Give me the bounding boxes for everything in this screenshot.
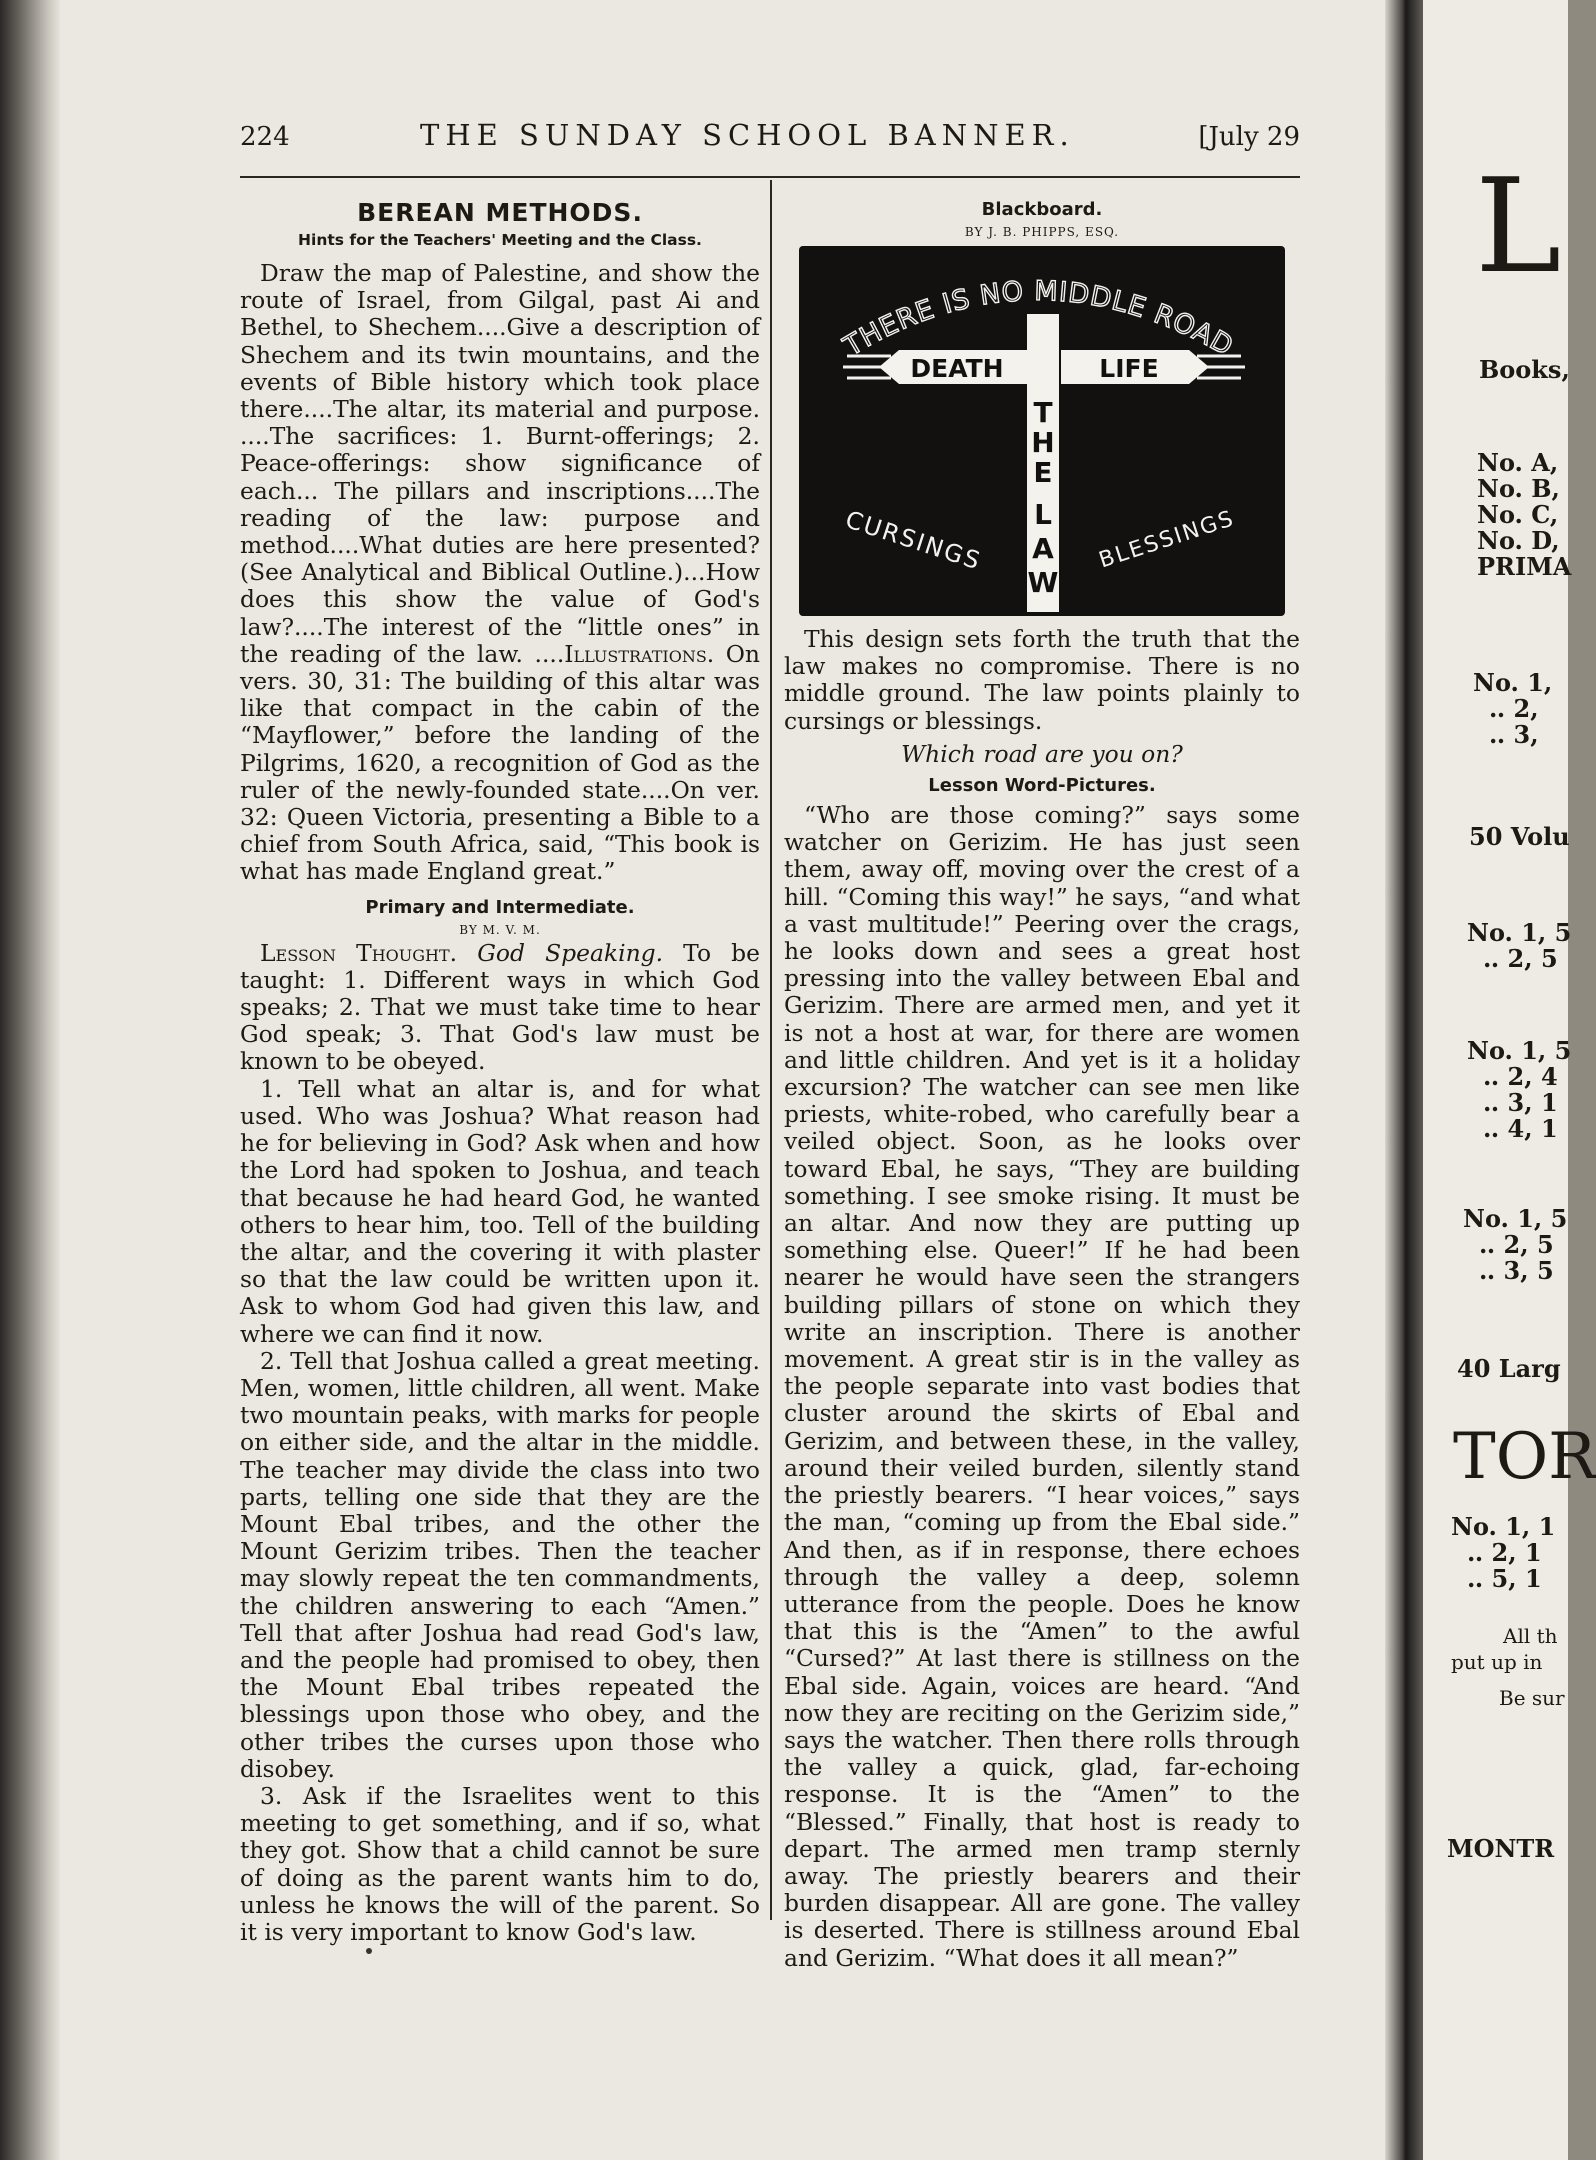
facing-text: ‥ 5, 1 [1467,1564,1542,1593]
post-letter-a: A [1032,532,1054,565]
left-column [240,198,760,1946]
running-header [240,118,1300,158]
facing-text: MONTR [1447,1834,1555,1863]
facing-text: ‥ 3, 1 [1483,1088,1558,1117]
illustrations-label: Illustrations. [564,639,715,668]
point-three: 3. Ask if the Israelites went to this meeting to get something, and if so, what they got. Show that a child cannot be sure of doing as the parent wants him to do, unless he knows the will of the parent. So it is very important to know God's law. [240,1781,760,1946]
facing-text: ‥ 3, 5 [1479,1256,1554,1285]
facing-big-letter: L [1475,150,1562,302]
facing-text: No. 1, 1 [1451,1512,1556,1541]
post-letter-h: H [1031,426,1055,459]
facing-text: No. 1, 5 [1467,1036,1572,1065]
facing-text: No. C, [1477,500,1559,529]
facing-text: 40 Larg [1457,1354,1561,1383]
issue-date: [July 29 [1198,122,1300,152]
point-one: 1. Tell what an altar is, and for what used. Who was Joshua? What reason had he for believing in God? Ask when and how the Lord had spoken to Joshua, and teach that because he had heard God, he wanted others to hear him, too. Tell of the building the altar, and the covering it with plaster so that the law could be written upon it. Ask to whom God had given this law, and where we can find it now. [240,1074,760,1348]
facing-text: PRIMA [1477,552,1572,581]
post-letter-e: E [1033,456,1053,489]
facing-text: All th [1503,1624,1558,1648]
facing-text: No. B, [1477,474,1560,503]
post-letter-t: T [1033,396,1053,429]
point-two: 2. Tell that Joshua called a great meeting. Men, women, little children, all went. Make two mountain peaks, with marks for people on either side, and the altar in the middle. The teacher may divide the class into two parts, telling one side that they are the Mount Ebal tribes, and the other the Mount Gerizim tribes. Then the teacher may slowly repeat the ten commandments, the children answering to each “Amen.” Tell that after Joshua had read God's law, and the people had promised to obey, then the Mount Ebal tribes repeated the blessings upon those who obey, and the other tribes the curses upon those who disobey. [240,1346,760,1783]
facing-text: No. 1, 5 [1463,1204,1568,1233]
header-rule [240,176,1300,178]
facing-page [1423,0,1596,2160]
blackboard-drawing [799,246,1285,616]
right-column [784,198,1300,1972]
lesson-thought-title: God Speaking. [477,938,664,967]
post-letter-l: L [1034,498,1052,531]
question-text: Which road are you on? [901,739,1183,768]
facing-large-heading: TOR [1453,1420,1596,1494]
blackboard-byline: BY J. B. PHIPPS, ESQ. [964,225,1120,239]
death-label: DEATH [910,354,1004,383]
facing-text: No. D, [1477,526,1560,555]
facing-text: ‥ 2, [1489,694,1539,723]
word-pictures-text: “Who are those coming?” says some watcher on Gerizim. He has just seen them, away off, moving over the crest of a hill. “Coming this way!” he says, “and what a vast multitude!” Peering over the crags, he looks down and sees a great host pressing into the valley between Ebal and Gerizim. There are armed men, and yet it is not a host at war, for there are women and little children. And yet is it a holiday excursion? The watcher can see men like priests, white-robed, who carefully bear a veiled object. Soon, as he looks over toward Ebal, he says, “They are building something. I see smoke rising. It must be an altar. And now they are putting up something else. Queer!” If he had been nearer he would have seen the strangers building pillars of stone on which they write an inscription. There is another movement. A great stir is in the valley as the people separate into vast bodies that cluster around the skirts of Ebal and Gerizim, and between these, in the valley, around their veiled burden, silently stand the priestly bearers. “I hear voices,” says the man, “coming up from the Ebal side.” And then, as if in response, there echoes through the valley a deep, solemn utterance from the people. Does he know that this is the “Amen” to the awful “Cursed?” At last there is stillness on the Ebal side. Again, voices are heard. “And now they are reciting on the Gerizim side,” says the watcher. Then there rolls through the valley a quick, glad, far-echoing response. It is the “Amen” to the “Blessed.” Finally, that host is ready to depart. The armed men tramp sternly away. The priestly bearers and their burden disappear. All are gone. The valley is deserted. There is stillness around Ebal and Gerizim. “What does it all mean?” [784,801,1300,1972]
column-divider [770,180,772,1920]
book-binding-edge [0,0,60,2160]
facing-text: ‥ 2, 4 [1483,1062,1558,1091]
page-number: 224 [240,122,290,152]
hints-paragraph: Draw the map of Palestine, and show the route of Israel, from Gilgal, past Ai and Bethel, to Shechem....Give a description of Shechem and its twin mountains, and the events of Bible history which took place there....The altar, its material and purpose. ....The sacrifices: 1. Burnt-offerings; 2. Peace-offerings: show significance of each... The pillars and inscriptions....The reading of the law: purpose and method....What duties are here presented? (See Analytical and Biblical Outline.)...How does this show the value of God's law?....The interest of the “little ones” in the reading of the law. ....Illustrations. On vers. 30, 31: The building of this altar was like that compact in the cabin of the “Mayflower,” before the landing of the Pilgrims, 1620, a recognition of God as the ruler of the newly-founded state....On ver. 32: Queen Victoria, presenting a Bible to a chief from South Africa, said, “This book is what has made England great.” [240,259,760,886]
lesson-thought: Lesson Thought. God Speaking. To be taught: 1. Different ways in which God speaks; 2. That we must take time to hear God speak; 3. That God's law must be known to be obeyed. [240,938,761,1076]
section-subtitle: Hints for the Teachers' Meeting and the Class. [298,231,702,249]
blessings-label: BLESSINGS [1096,506,1238,574]
page-gutter [1385,0,1423,2160]
design-text: This design sets forth the truth that the law makes no compromise. There is no middle ground. The law points plainly to cursings or blessings. [784,625,1300,735]
facing-text: No. 1, 5 [1467,918,1572,947]
facing-text: put up in [1451,1650,1543,1674]
primary-byline: BY M. V. M. [459,922,541,937]
lesson-thought-label: Lesson Thought. [260,938,458,967]
section-title: BEREAN METHODS. [357,198,643,227]
facing-text: Be sur [1499,1686,1565,1710]
cursings-label: CURSINGS [842,505,985,576]
facing-text: No. 1, [1473,668,1553,697]
facing-text: Books, [1479,355,1570,384]
primary-heading: Primary and Intermediate. [365,896,635,918]
facing-text: ‥ 2, 5 [1483,944,1558,973]
journal-title: THE SUNDAY SCHOOL BANNER. [420,118,1075,152]
board-arc-text: THERE IS NO MIDDLE ROAD [838,275,1239,363]
facing-text: ‥ 4, 1 [1483,1114,1558,1143]
facing-text: ‥ 3, [1489,720,1539,749]
facing-text: No. A, [1477,448,1559,477]
facing-text: ‥ 2, 5 [1479,1230,1554,1259]
post-letter-w: W [1027,566,1059,599]
blackboard-heading: Blackboard. [981,199,1103,220]
facing-text: ‥ 2, 1 [1467,1538,1542,1567]
ink-speck [366,1948,372,1954]
life-label: LIFE [1099,354,1159,383]
blackboard-illustration [799,246,1285,616]
facing-text: 50 Volu [1469,822,1570,851]
word-pictures-heading: Lesson Word-Pictures. [928,775,1156,797]
